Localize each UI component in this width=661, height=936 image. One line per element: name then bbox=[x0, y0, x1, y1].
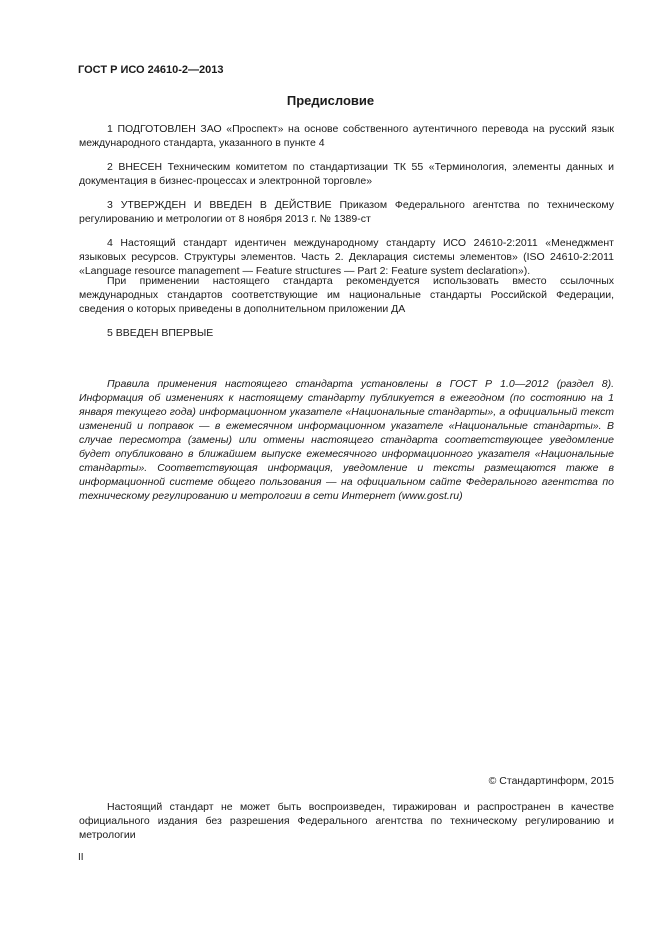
page-title: Предисловие bbox=[286, 93, 375, 108]
preface-item-4-note: При применении настоящего стандарта рекомендуется использовать вместо ссылочных международных стандартов соответствующие им национальные стандарты Российской Федерации, сведения о которых приведены в дополнительном приложении ДА bbox=[79, 275, 614, 315]
preface-item-3: 3 УТВЕРЖДЕН И ВВЕДЕН В ДЕЙСТВИЕ Приказом Федерального агентства по техническому регулированию и метрологии от 8 ноября 2013 г. № 1389-ст bbox=[79, 199, 614, 225]
application-rules-notice: Правила применения настоящего стандарта установлены в ГОСТ Р 1.0—2012 (раздел 8). Информация об изменениях к настоящему стандарту публикуется в ежегодном (по состоянию на 1 января текущего года) информационном указателе «Национальные стандарты», а официальный текст изменений и поправок — в ежемесячном информационном указателе «Национальные стандарты». В случае пересмотра (замены) или отмены настоящего стандарта соответствующее уведомление будет опубликовано в ближайшем выпуске ежемесячного информационного указателя «Национальные стандарты». Соответствующая информация, уведомление и тексты размещаются также в информационной системе общего пользования — на официальном сайте Федерального агентства по техническому регулированию и метрологии в сети Интернет (www.gost.ru) bbox=[79, 378, 614, 502]
preface-item-1: 1 ПОДГОТОВЛЕН ЗАО «Проспект» на основе собственного аутентичного перевода на русский язык международного стандарта, указанного в пункте 4 bbox=[79, 123, 614, 149]
preface-item-5: 5 ВВЕДЕН ВПЕРВЫЕ bbox=[107, 327, 214, 339]
reproduction-notice: Настоящий стандарт не может быть воспроизведен, тиражирован и распространен в качестве официального издания без разрешения Федерального агентства по техническому регулированию и метрологии bbox=[79, 801, 614, 841]
copyright: © Стандартинформ, 2015 bbox=[488, 775, 614, 787]
page-number: II bbox=[78, 852, 84, 863]
preface-item-2: 2 ВНЕСЕН Техническим комитетом по стандартизации ТК 55 «Терминология, элементы данных и документация в бизнес-процессах и электронной торговле» bbox=[79, 161, 614, 187]
preface-item-4: 4 Настоящий стандарт идентичен международному стандарту ИСО 24610-2:2011 «Менеджмент языковых ресурсов. Структуры элементов. Часть 2. Декларация системы элементов» (ISO 24610-2:2011 «Language resource management — Feature structures — Part 2: Feature system declaration»). bbox=[79, 237, 614, 277]
standard-code-header: ГОСТ Р ИСО 24610-2—2013 bbox=[78, 64, 224, 76]
